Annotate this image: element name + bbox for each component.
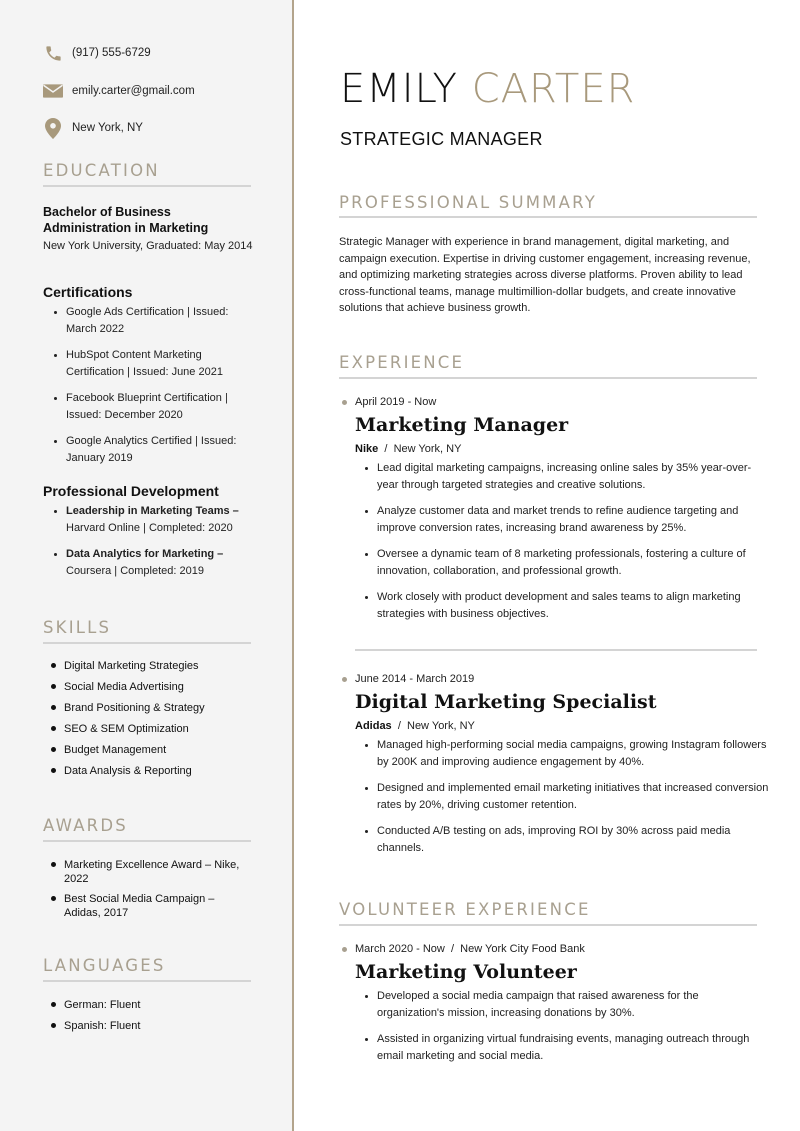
award-item: Best Social Media Campaign – Adidas, 2017 bbox=[43, 892, 253, 920]
professional-development-heading: Professional Development bbox=[43, 483, 219, 499]
first-name: EMILY bbox=[340, 66, 458, 112]
volunteer-date-org: March 2020 - Now / New York City Food Bank bbox=[339, 943, 769, 955]
education-divider bbox=[43, 185, 251, 187]
certifications-list bbox=[43, 304, 253, 466]
job-bullet: Conducted A/B testing on ads, improving ROI by 30% across paid media channels. bbox=[355, 823, 769, 856]
location: New York, NY bbox=[72, 122, 143, 134]
job-location: New York, NY bbox=[393, 443, 462, 455]
professional-development-list bbox=[43, 503, 253, 579]
separator: / bbox=[384, 443, 388, 455]
language-item: German: Fluent bbox=[43, 998, 253, 1012]
prof-dev-item bbox=[43, 503, 253, 536]
job-bullet: Oversee a dynamic team of 8 marketing professionals, fostering a culture of innovation, collaboration, and professional growth. bbox=[355, 546, 769, 579]
summary-text: Strategic Manager with experience in brand management, digital marketing, and campaign execution. Expertise in driving customer engagement, increasing revenue, and optimizing marketing strategies across diverse platforms. Proven ability to lead cross-functional teams, manage multimillion-dollar budgets, and create innovative solutions that achieve business growth. bbox=[339, 236, 751, 315]
job-bullet: Work closely with product development and sales teams to align marketing strategies with business objectives. bbox=[355, 589, 769, 622]
email-address[interactable]: emily.carter@gmail.com bbox=[72, 85, 195, 97]
job-date: June 2014 - March 2019 bbox=[339, 673, 769, 685]
last-name: CARTER bbox=[471, 66, 636, 112]
degree-school: New York University, Graduated: May 2014 bbox=[43, 240, 253, 252]
job-role: STRATEGIC MANAGER bbox=[340, 129, 543, 149]
skill-item: SEO & SEM Optimization bbox=[43, 722, 253, 736]
skill-item: Budget Management bbox=[43, 743, 253, 757]
full-name bbox=[340, 66, 635, 112]
phone-icon bbox=[43, 43, 63, 63]
award-item: Marketing Excellence Award – Nike, 2022 bbox=[43, 858, 253, 886]
company-name: Adidas bbox=[355, 720, 392, 732]
company-name: Nike bbox=[355, 443, 379, 455]
job-bullet: Lead digital marketing campaigns, increasing online sales by 35% year-over-year through targeted strategies and creative solutions. bbox=[355, 460, 769, 493]
education-heading: EDUCATION bbox=[43, 161, 160, 180]
job-company-line bbox=[355, 443, 769, 455]
job-bullets bbox=[355, 460, 769, 622]
job-bullet: Analyze customer data and market trends to refine audience targeting and improve conversion rates, increasing brand awareness by 25%. bbox=[355, 503, 769, 536]
volunteer-title: Marketing Volunteer bbox=[355, 961, 577, 983]
contact-phone bbox=[43, 43, 151, 63]
skills-heading: SKILLS bbox=[43, 618, 112, 637]
mail-icon bbox=[43, 81, 63, 101]
skill-item: Digital Marketing Strategies bbox=[43, 659, 253, 673]
certification-item: Facebook Blueprint Certification | Issued: December 2020 bbox=[43, 390, 253, 423]
volunteer-bullet: Assisted in organizing virtual fundraising events, managing outreach through email marketing and social media. bbox=[355, 1031, 769, 1064]
job-company-line bbox=[355, 720, 769, 732]
job-title: Marketing Manager bbox=[355, 414, 569, 436]
main-content bbox=[296, 0, 800, 1131]
certification-item: Google Ads Certification | Issued: March 2022 bbox=[43, 304, 253, 337]
prof-dev-title: Data Analytics for Marketing – bbox=[66, 548, 224, 560]
prof-dev-item bbox=[43, 546, 253, 579]
job-bullet: Managed high-performing social media campaigns, growing Instagram followers by 200K and improving audience engagement by 40%. bbox=[355, 737, 769, 770]
skills-list bbox=[43, 659, 253, 778]
skill-item: Social Media Advertising bbox=[43, 680, 253, 694]
job-divider bbox=[355, 649, 757, 651]
job-entry bbox=[339, 396, 769, 632]
job-title: Digital Marketing Specialist bbox=[355, 691, 657, 713]
professional-development-block bbox=[43, 483, 253, 579]
prof-dev-title: Leadership in Marketing Teams – bbox=[66, 505, 239, 517]
summary-divider bbox=[339, 216, 757, 218]
experience-divider bbox=[339, 377, 757, 379]
phone-number: (917) 555-6729 bbox=[72, 47, 151, 59]
contact-email bbox=[43, 81, 195, 101]
job-location: New York, NY bbox=[407, 720, 475, 732]
volunteer-entry bbox=[339, 943, 769, 1074]
skills-divider bbox=[43, 642, 251, 644]
volunteer-divider bbox=[339, 924, 757, 926]
sidebar bbox=[0, 0, 294, 1131]
education-degree-block bbox=[43, 204, 253, 253]
prof-dev-detail: Harvard Online | Completed: 2020 bbox=[66, 521, 233, 534]
certification-item: Google Analytics Certified | Issued: January 2019 bbox=[43, 433, 253, 466]
languages-list bbox=[43, 998, 253, 1033]
degree-title: Bachelor of Business Administration in Marketing bbox=[43, 205, 209, 235]
volunteer-bullets bbox=[355, 988, 769, 1064]
languages-heading: LANGUAGES bbox=[43, 956, 166, 975]
job-date: April 2019 - Now bbox=[339, 396, 769, 408]
volunteer-bullet: Developed a social media campaign that raised awareness for the organization's mission, increasing donations by 30%. bbox=[355, 988, 769, 1021]
experience-heading: EXPERIENCE bbox=[339, 353, 465, 372]
job-bullets bbox=[355, 737, 769, 856]
contact-location bbox=[43, 118, 143, 138]
separator: / bbox=[397, 720, 401, 732]
languages-divider bbox=[43, 980, 251, 982]
skill-item: Data Analysis & Reporting bbox=[43, 764, 253, 778]
location-pin-icon bbox=[43, 118, 63, 138]
language-item: Spanish: Fluent bbox=[43, 1019, 253, 1033]
awards-heading: AWARDS bbox=[43, 816, 128, 835]
certifications-heading: Certifications bbox=[43, 284, 133, 300]
summary-heading: PROFESSIONAL SUMMARY bbox=[339, 193, 597, 212]
skill-item: Brand Positioning & Strategy bbox=[43, 701, 253, 715]
job-entry bbox=[339, 673, 769, 866]
certifications-block bbox=[43, 284, 253, 466]
awards-list bbox=[43, 858, 253, 920]
job-bullet: Designed and implemented email marketing initiatives that increased conversion rates by 20%, driving customer retention. bbox=[355, 780, 769, 813]
awards-divider bbox=[43, 840, 251, 842]
certification-item: HubSpot Content Marketing Certification | Issued: June 2021 bbox=[43, 347, 253, 380]
volunteer-heading: VOLUNTEER EXPERIENCE bbox=[339, 900, 591, 919]
prof-dev-detail: Coursera | Completed: 2019 bbox=[66, 564, 204, 577]
